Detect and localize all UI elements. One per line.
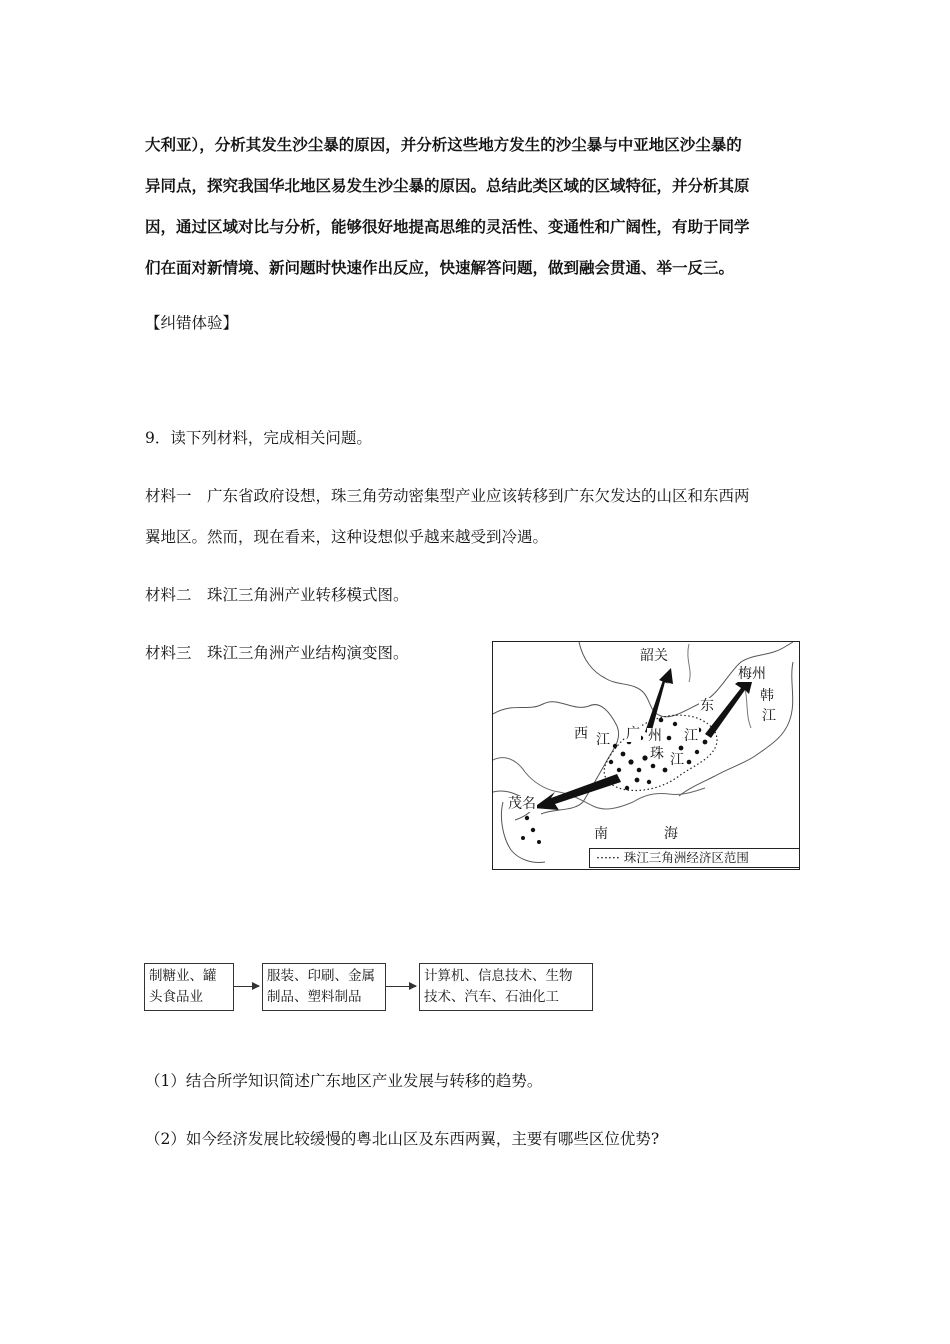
- flow-arrow-icon: [386, 986, 416, 987]
- label-han-jiang: 江: [762, 708, 776, 724]
- material-1-line-2: 翼地区。然而，现在看来，这种设想似乎越来越受到冷遇。: [145, 528, 549, 546]
- intro-paragraph: [145, 124, 820, 288]
- label-nan: 南: [594, 826, 608, 842]
- industry-transfer-map: [492, 641, 800, 870]
- label-shaoguan: 韶关: [640, 648, 668, 664]
- label-dong-jiang: 江: [684, 728, 698, 744]
- flow-stage-2: [262, 963, 386, 1011]
- label-xi: 西: [574, 726, 588, 742]
- label-maoming: 茂名: [508, 796, 536, 812]
- label-meizhou: 梅州: [738, 666, 766, 682]
- label-zhu: 珠: [650, 746, 664, 762]
- intro-line-3: 因，通过区域对比与分析，能够很好地提高思维的灵活性、变通性和广阔性，有助于同学: [145, 217, 750, 236]
- flow-stage-3: [419, 963, 593, 1011]
- flow-stage-3-line-1: 计算机、信息技术、生物: [424, 968, 573, 984]
- material-3: 材料三 珠江三角洲产业结构演变图。: [145, 644, 409, 662]
- question-1: （1）结合所学知识简述广东地区产业发展与转移的趋势。: [145, 1072, 543, 1090]
- flow-stage-1-line-2: 头食品业: [149, 989, 203, 1005]
- intro-line-1: 大利亚），分析其发生沙尘暴的原因，并分析这些地方发生的沙尘暴与中亚地区沙尘暴的: [145, 135, 742, 154]
- legend-text: 珠江三角洲经济区范围: [623, 850, 749, 865]
- section-title: 【纠错体验】: [145, 314, 239, 332]
- flow-stage-2-line-2: 制品、塑料制品: [267, 989, 362, 1005]
- intro-line-2: 异同点，探究我国华北地区易发生沙尘暴的原因。总结此类区域的区域特征，并分析其原: [145, 176, 750, 195]
- label-guang: 广: [626, 726, 640, 742]
- flow-stage-3-line-2: 技术、汽车、石油化工: [424, 989, 559, 1005]
- label-han: 韩: [760, 688, 774, 704]
- label-zhu-jiang: 江: [670, 752, 684, 768]
- label-hai: 海: [664, 826, 678, 842]
- map-legend: [589, 848, 800, 868]
- flow-arrow-icon: [233, 986, 259, 987]
- question-intro: 9．读下列材料，完成相关问题。: [145, 429, 372, 447]
- intro-line-4: 们在面对新情境、新问题时快速作出反应，快速解答问题，做到融会贯通、举一反三。: [145, 258, 735, 277]
- label-xi-jiang: 江: [596, 732, 610, 748]
- material-1-line-1: 材料一 广东省政府设想，珠三角劳动密集型产业应该转移到广东欠发达的山区和东西两: [145, 487, 750, 505]
- flow-stage-1-line-1: 制糖业、罐: [149, 968, 217, 984]
- material-2: 材料二 珠江三角洲产业转移模式图。: [145, 586, 409, 604]
- label-dong: 东: [700, 698, 714, 714]
- legend-dotted-line-icon: ······: [596, 850, 620, 865]
- flow-stage-2-line-1: 服装、印刷、金属: [267, 968, 375, 984]
- question-2: （2）如今经济发展比较缓慢的粤北山区及东西两翼，主要有哪些区位优势?: [145, 1130, 660, 1148]
- label-zhou: 州: [648, 728, 662, 744]
- flow-stage-1: [144, 963, 234, 1011]
